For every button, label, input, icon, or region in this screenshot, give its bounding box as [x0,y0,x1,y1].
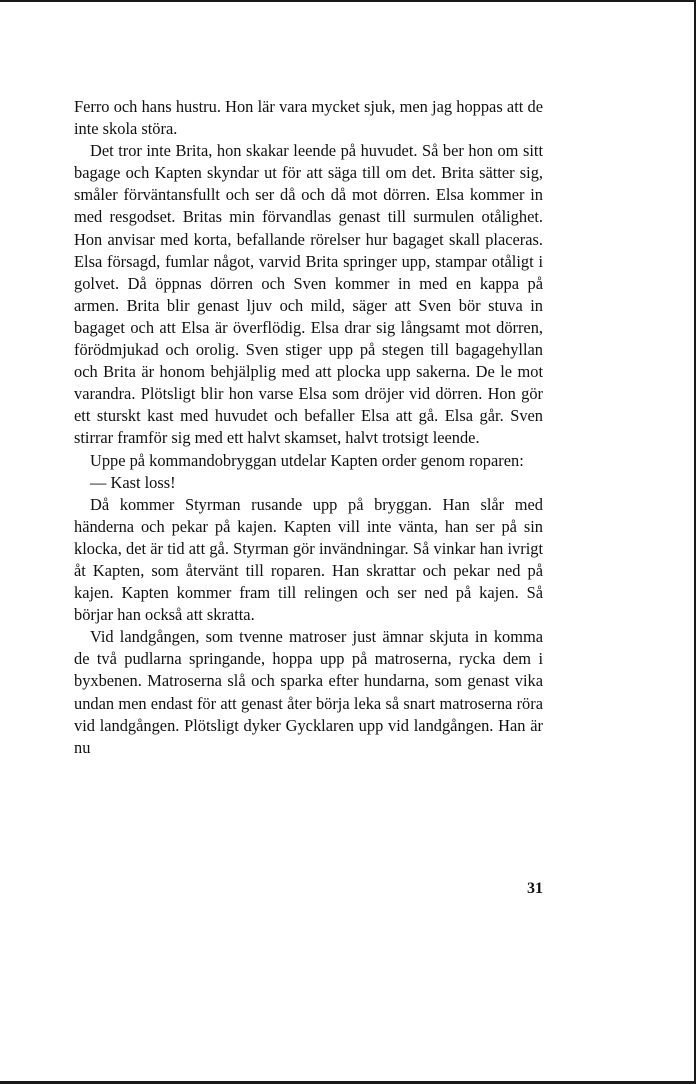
paragraph: Det tror inte Brita, hon skakar leende på huvudet. Så ber hon om sitt bagage och Kapten skyndar ut för att säga till om det. Brita sätter sig, småler förväntansfullt och ser då och då mot dörren. Elsa kommer in med resgodset. Britas min förvandlas genast till surmulen otålighet. Hon anvisar med korta, befallande rörelser hur bagaget skall placeras. Elsa försagd, fumlar något, varvid Brita springer upp, stampar otåligt i golvet. Då öppnas dörren och Sven kommer in med en kappa på armen. Brita blir genast ljuv och mild, säger att Sven bör stuva in bagaget och att Elsa är överflödig. Elsa drar sig långsamt mot dörren, förödmjukad och orolig. Sven stiger upp på stegen till bagagehyllan och Brita är honom behjälplig med att plocka upp sakerna. De le mot varandra. Plötsligt blir hon varse Elsa som dröjer vid dörren. Hon gör ett sturskt kast med huvudet och befaller Elsa att gå. Elsa går. Sven stirrar framför sig med ett halvt skamset, halvt trotsigt leende. [74,141,543,448]
body-text [74,96,543,759]
paragraph: Ferro och hans hustru. Hon lär vara mycket sjuk, men jag hoppas att de inte skola störa. [74,97,543,139]
paragraph: Vid landgången, som tvenne matroser just ämnar skjuta in komma de två pudlarna springande, hoppa upp på matroserna, rycka dem i byxbenen. Matroserna slå och sparka efter hundarna, som genast vika undan men endast för att genast åter börja leka så snart matroserna röra vid landgången. Plötsligt dyker Gycklaren upp vid landgången. Han är nu [74,627,543,757]
page-edge-top [0,0,696,2]
paragraph: Uppe på kommandobryggan utdelar Kapten order genom roparen: [90,450,524,470]
paragraph: Då kommer Styrman rusande upp på bryggan. Han slår med händerna och pekar på kajen. Kapten vill inte vänta, han ser på sin klocka, det är tid att gå. Styrman gör invändningar. Så vinkar han ivrigt åt Kapten, som återvänt till roparen. Han skrattar och pekar ned på kajen. Kapten kommer fram till relingen och ser ned på kajen. Så börjar han också att skratta. [74,494,543,625]
dialogue-line: — Kast loss! [90,472,176,492]
page-number: 31 [527,880,543,897]
